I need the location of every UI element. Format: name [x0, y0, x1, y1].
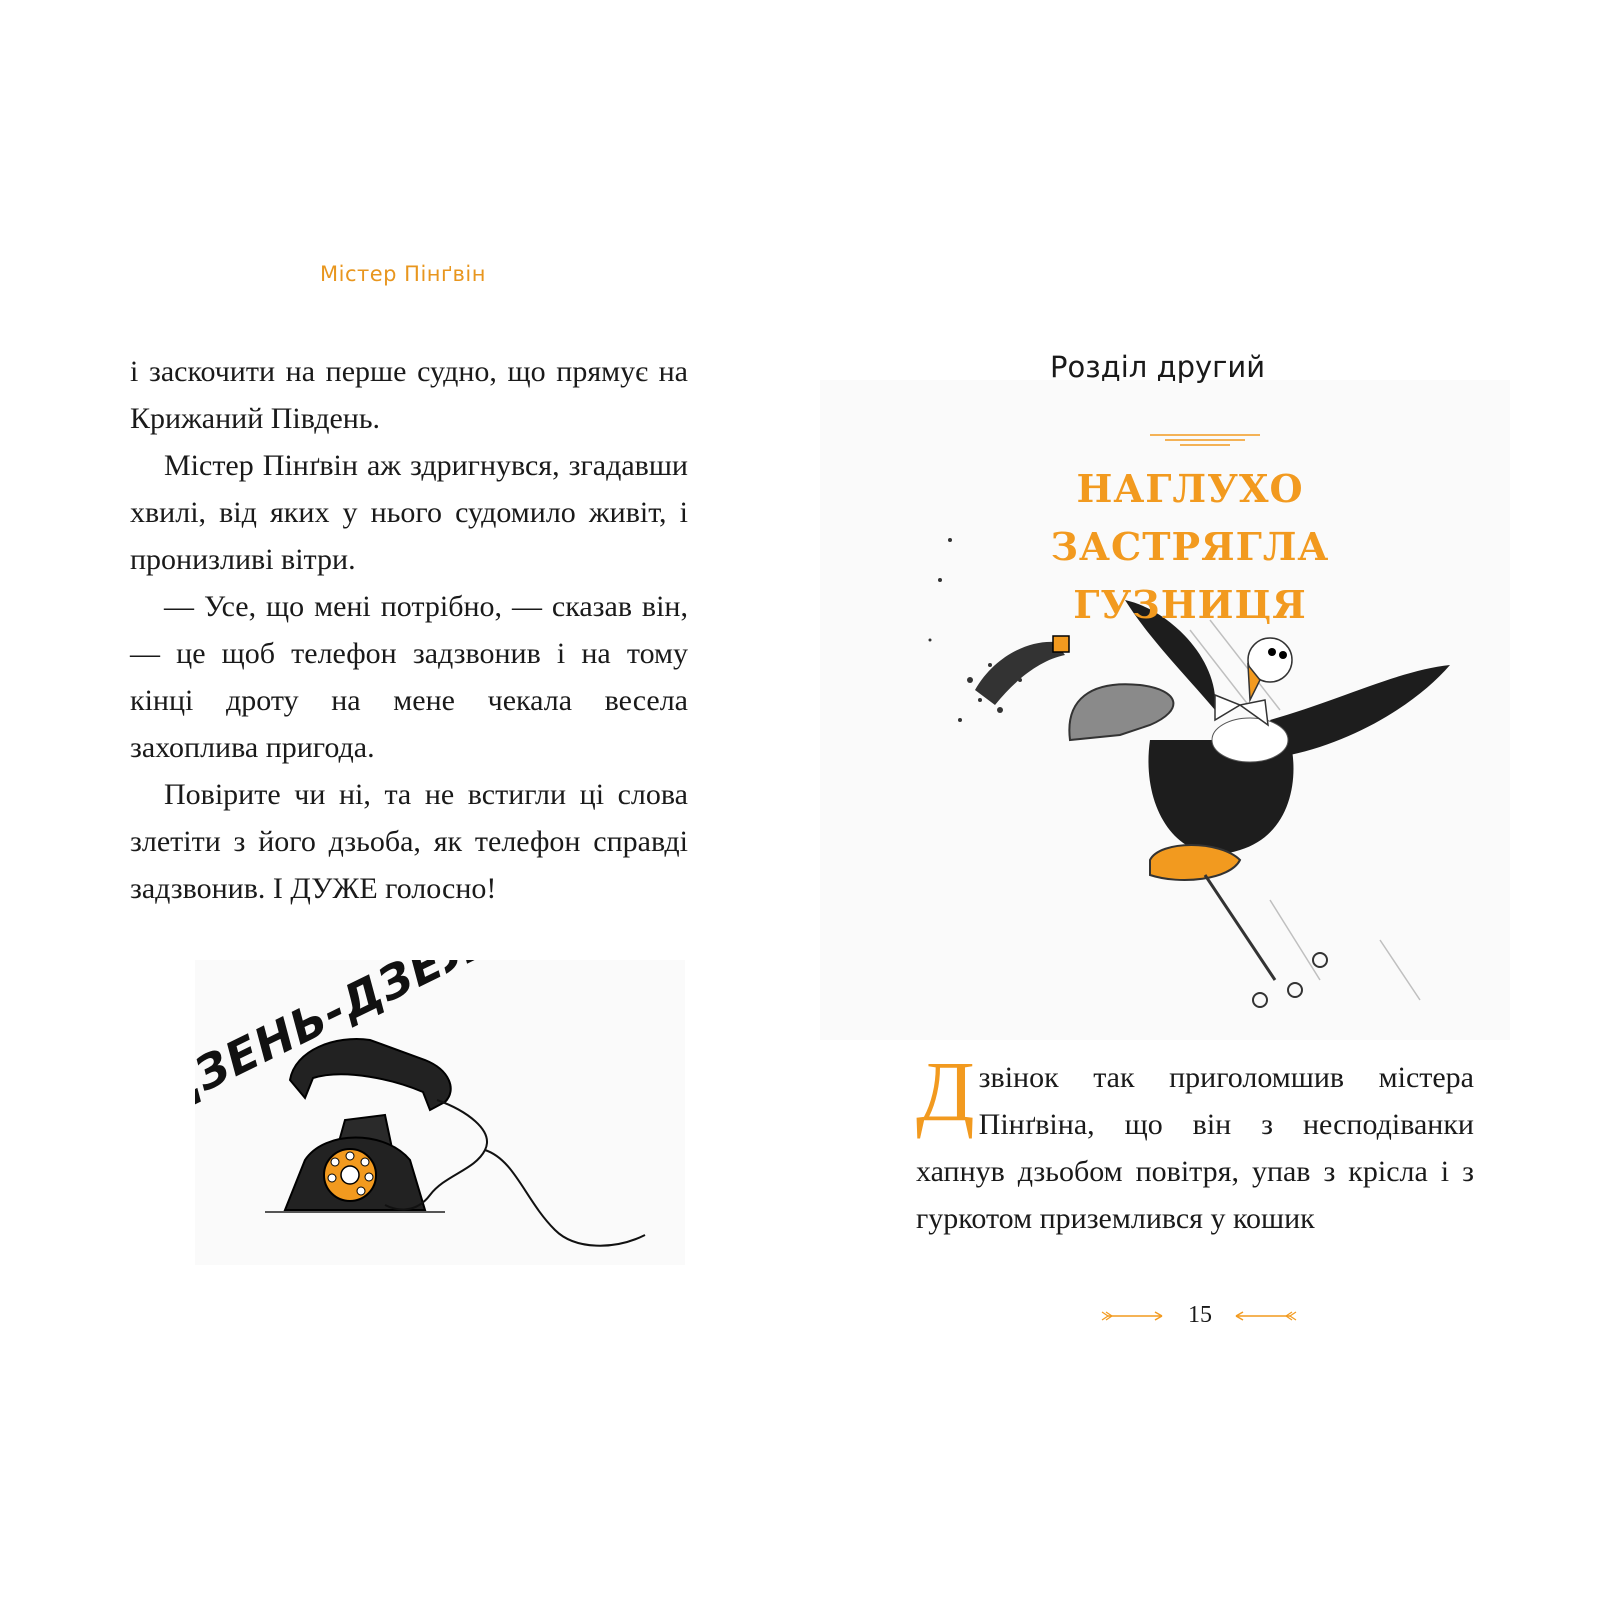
drop-cap: Д — [916, 1043, 975, 1139]
paragraph-4: Повірите чи ні, та не встигли ці слова злетіти з його дзьоба, як телефон справді задзвонив. І ДУЖЕ голосно! — [130, 778, 688, 905]
ornament-divider — [1150, 432, 1260, 448]
page-number-footer — [1100, 1302, 1300, 1332]
right-arrow-ornament-icon — [1228, 1306, 1298, 1326]
paragraph-2: Містер Пінґвін аж здригнувся, згадавши хвилі, від яких у нього судомило живіт, і пронизливі вітри. — [130, 449, 688, 576]
page-number: 15 — [1188, 1302, 1212, 1328]
chapter-title-line-1: НАГЛУХО ЗАСТРЯГЛА — [1050, 466, 1330, 569]
opening-paragraph — [916, 1043, 1474, 1242]
paragraph-3: — Усе, що мені потрібно, — сказав він, — це щоб телефон задзвонив і на тому кінці дроту на мене чекала весела захоплива пригода. — [130, 590, 688, 764]
chapter-title-line-2: ГУЗНИЦЯ — [1073, 582, 1307, 627]
chapter-label: Розділ другий — [1050, 350, 1266, 384]
rotary-phone-icon — [195, 960, 685, 1265]
opening-paragraph-text: звінок так приголомшив містера Пінґвіна, що він з несподіванки хапнув дзьобом повітря, упав з крісла і з гуркотом приземлився у кошик — [916, 1061, 1474, 1235]
running-head: Містер Пінґвін — [320, 262, 486, 286]
right-body-text — [916, 1043, 1474, 1242]
paragraph-1: і заскочити на перше судно, що прямує на Крижаний Південь. — [130, 355, 688, 435]
chapter-title — [940, 460, 1440, 634]
left-body-text — [130, 348, 688, 912]
left-arrow-ornament-icon — [1100, 1306, 1170, 1326]
